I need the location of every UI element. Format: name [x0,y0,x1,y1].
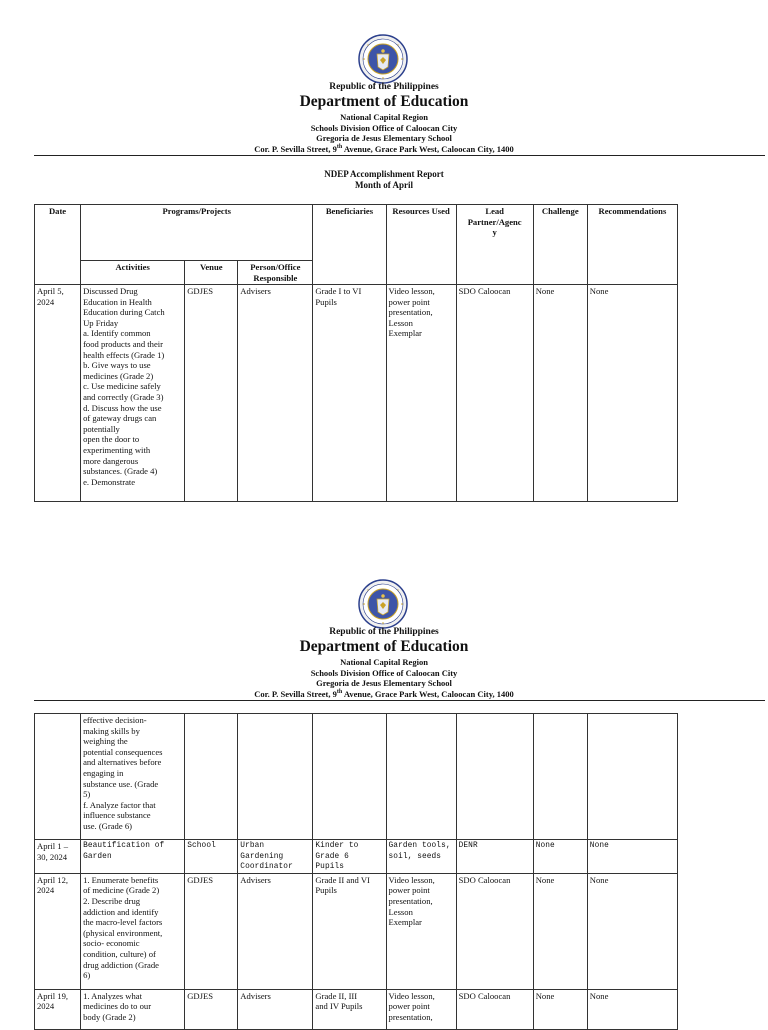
deped-seal-icon [358,34,408,84]
cell-recommendations: None [587,840,677,874]
table-row [35,873,678,989]
cell-challenge: None [533,873,587,989]
cell-person-responsible: Advisers [238,285,313,502]
cell-beneficiaries: Grade II, III and IV Pupils [313,989,386,1029]
cell-venue: GDJES [185,989,238,1029]
cell-challenge: None [533,840,587,874]
header-school: Gregoria de Jesus Elementary School [316,133,452,143]
table-body-page-1 [35,285,678,502]
header-recommendations: Recommendations [587,205,677,285]
page-2 [0,545,768,1022]
accomplishment-table-continued [34,713,678,1030]
accomplishment-table [34,204,678,502]
cell-date: April 19, 2024 [35,989,81,1029]
cell-challenge [533,714,587,840]
cell-lead-partner: SDO Caloocan [456,285,533,502]
header-region: National Capital Region [340,112,428,122]
header-republic: Republic of the Philippines [329,627,439,637]
header-region: National Capital Region [340,657,428,667]
cell-recommendations: None [587,285,677,502]
header-division: Schools Division Office of Caloocan City [310,667,458,678]
cell-resources [386,714,456,840]
cell-recommendations [587,714,677,840]
cell-date: April 5, 2024 [35,285,81,502]
cell-lead-partner: SDO Caloocan [456,989,533,1029]
header-divider [34,700,765,701]
header-resources: Resources Used [386,205,456,285]
cell-lead-partner [456,714,533,840]
header-activities: Activities [81,261,185,285]
cell-activities: Beautification of Garden [81,840,185,874]
header-lead-partner: Lead Partner/Agenc y [456,205,533,285]
cell-resources: Video lesson, power point presentation, Lesson Exemplar [386,285,456,502]
letterhead [0,545,768,700]
header-school: Gregoria de Jesus Elementary School [316,678,452,688]
cell-activities: effective decision- making skills by weighing the potential consequences and alternatives before engaging in substance use. (Grade 5) f. Analyze factor that influence substance use. (Grade 6) [81,714,185,840]
cell-lead-partner: DENR [456,840,533,874]
report-subtitle: Month of April [354,180,413,190]
cell-recommendations: None [587,873,677,989]
cell-date: April 1 – 30, 2024 [35,840,81,874]
header-challenge: Challenge [533,205,587,285]
table-row [35,989,678,1029]
cell-venue: GDJES [185,285,238,502]
header-republic: Republic of the Philippines [329,82,439,92]
cell-resources: Video lesson, power point presentation, Lesson Exemplar [386,873,456,989]
cell-venue: School [185,840,238,874]
cell-beneficiaries: Grade I to VI Pupils [313,285,386,502]
cell-resources: Video lesson, power point presentation, [386,989,456,1029]
cell-resources: Garden tools, soil, seeds [386,840,456,874]
cell-challenge: None [533,285,587,502]
letterhead [0,0,768,155]
cell-activities: 1. Analyzes what medicines do to our body (Grade 2) [81,989,185,1029]
cell-person-responsible [238,714,313,840]
header-department: Department of Education [299,93,469,110]
header-divider [34,155,765,156]
header-beneficiaries: Beneficiaries [313,205,386,285]
cell-person-responsible: Urban Gardening Coordinator [238,840,313,874]
header-address: Cor. P. Sevilla Street, 9th Avenue, Grace Park West, Caloocan City, 1400 [254,143,514,154]
cell-person-responsible: Advisers [238,873,313,989]
cell-person-responsible: Advisers [238,989,313,1029]
cell-beneficiaries [313,714,386,840]
table-row [35,285,678,502]
deped-seal-icon [358,579,408,629]
cell-beneficiaries: Kinder to Grade 6 Pupils [313,840,386,874]
cell-beneficiaries: Grade II and VI Pupils [313,873,386,989]
cell-challenge: None [533,989,587,1029]
header-department: Department of Education [299,638,469,655]
cell-date: April 12, 2024 [35,873,81,989]
report-title: NDEP Accomplishment Report [324,169,444,179]
header-date: Date [35,205,81,285]
cell-recommendations: None [587,989,677,1029]
cell-venue: GDJES [185,873,238,989]
cell-date [35,714,81,840]
header-address: Cor. P. Sevilla Street, 9th Avenue, Grace Park West, Caloocan City, 1400 [254,688,514,699]
header-person: Person/Office Responsible [238,261,313,285]
table-row [35,714,678,840]
page-1 [0,0,768,487]
table-body-page-2 [35,714,678,1030]
cell-activities: Discussed Drug Education in Health Education during Catch Up Friday a. Identify common food products and their health effects (Grade 1) b. Give ways to use medicines (Grade 2) c. Use medicine safely and correctly (Grade 3) d. Discuss how the use of gateway drugs can potentially open the door to experimenting with more dangerous substances. (Grade 4) e. Demonstrate [81,285,185,502]
header-division: Schools Division Office of Caloocan City [310,122,458,133]
header-venue: Venue [185,261,238,285]
cell-venue [185,714,238,840]
cell-activities: 1. Enumerate benefits of medicine (Grade 2) 2. Describe drug addiction and identify the macro-level factors (physical environment, socio- economic condition, culture) of drug addiction (Grade 6) [81,873,185,989]
header-programs: Programs/Projects [81,205,313,261]
cell-lead-partner: SDO Caloocan [456,873,533,989]
table-row [35,840,678,874]
